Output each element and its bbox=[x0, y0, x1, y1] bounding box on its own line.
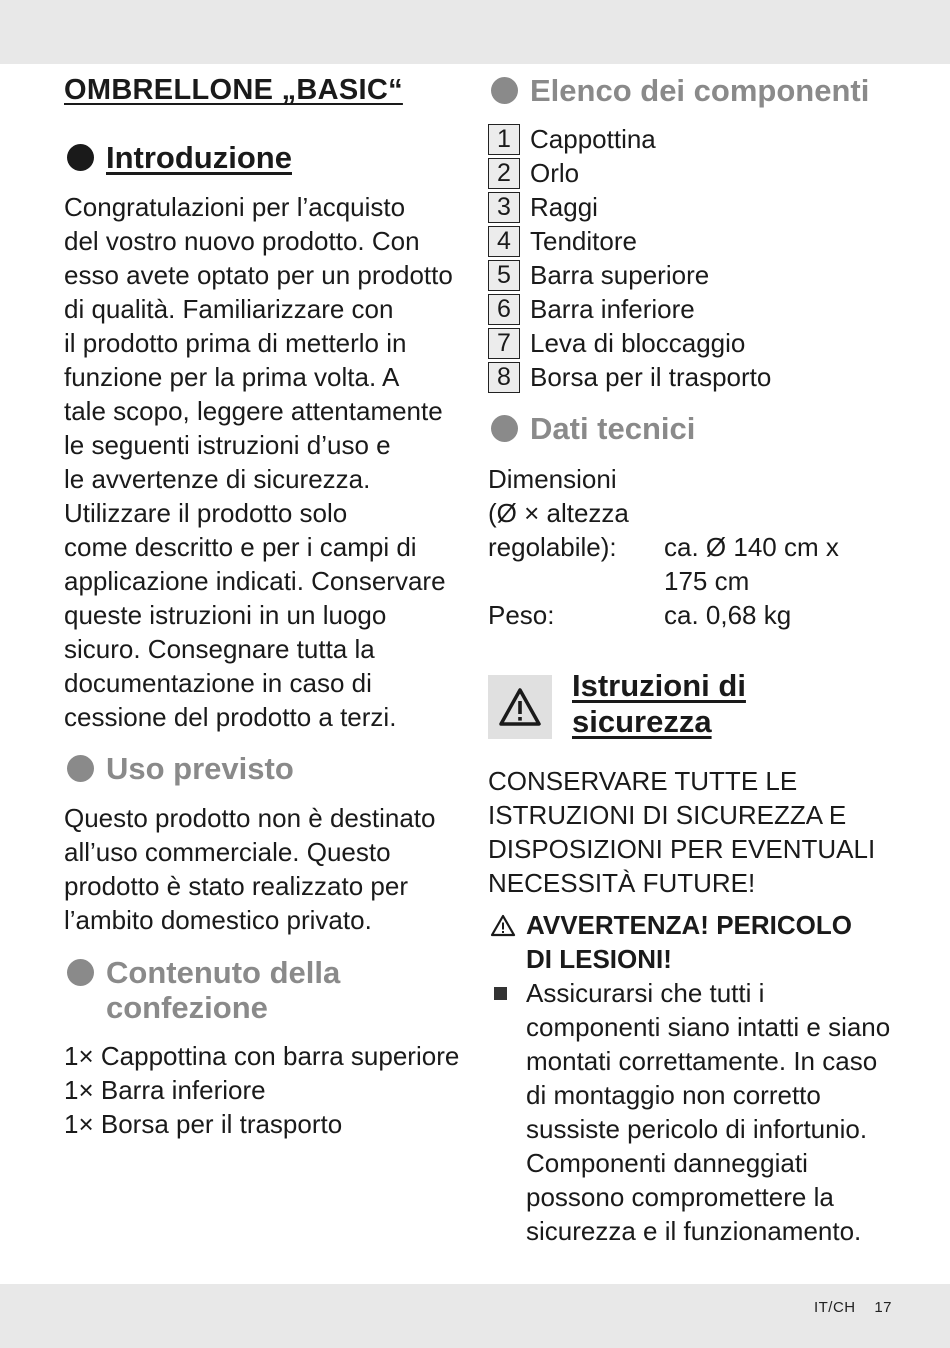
heading-introduzione bbox=[64, 140, 292, 175]
component-label: Leva di bloccaggio bbox=[530, 327, 746, 358]
text-line: il prodotto prima di metterlo in bbox=[64, 328, 407, 358]
text-line: sicurezza e il funzionamento. bbox=[526, 1216, 862, 1246]
top-band bbox=[0, 0, 950, 64]
keep-instructions-notice bbox=[488, 764, 875, 900]
component-label: Raggi bbox=[530, 191, 598, 222]
warning-line: DI LESIONI! bbox=[526, 944, 672, 974]
heading-text: Dati tecnici bbox=[530, 411, 696, 446]
text-line: possono compromettere la bbox=[526, 1182, 834, 1212]
table-row bbox=[488, 462, 839, 496]
tech-key bbox=[488, 564, 664, 598]
heading-componenti bbox=[488, 73, 869, 108]
text-line: di qualità. Familiarizzare con bbox=[64, 294, 394, 324]
heading-sicurezza bbox=[572, 668, 746, 740]
text-line: CONSERVARE TUTTE LE bbox=[488, 766, 798, 796]
component-number: 3 bbox=[488, 192, 520, 223]
heading-contenuto bbox=[64, 955, 340, 1025]
table-row bbox=[488, 598, 839, 632]
text-line: tale scopo, leggere attentamente bbox=[64, 396, 443, 426]
list-item bbox=[488, 190, 771, 224]
table-row bbox=[488, 564, 839, 598]
component-number: 5 bbox=[488, 260, 520, 291]
tech-data-table bbox=[488, 462, 839, 632]
component-label: Barra superiore bbox=[530, 259, 710, 290]
component-number: 7 bbox=[488, 328, 520, 359]
component-label: Barra inferiore bbox=[530, 293, 695, 324]
list-item: 1× Barra inferiore bbox=[64, 1075, 266, 1105]
text-line: prodotto è stato realizzato per bbox=[64, 871, 408, 901]
intro-paragraph bbox=[64, 190, 453, 734]
bullet-icon bbox=[67, 144, 94, 171]
list-item bbox=[488, 360, 771, 394]
tech-value: 175 cm bbox=[664, 566, 750, 596]
bullet-icon bbox=[491, 77, 518, 104]
list-item: 1× Cappottina con barra superiore bbox=[64, 1041, 460, 1071]
text-line: Congratulazioni per l’acquisto bbox=[64, 192, 406, 222]
text-line: componenti siano intatti e siano bbox=[526, 1012, 891, 1042]
component-label: Cappottina bbox=[530, 123, 656, 154]
text-line: Utilizzare il prodotto solo bbox=[64, 498, 348, 528]
text-line: le seguenti istruzioni d’uso e bbox=[64, 430, 391, 460]
text-line: le avvertenze di sicurezza. bbox=[64, 464, 371, 494]
text-line: cessione del prodotto a terzi. bbox=[64, 702, 397, 732]
tech-key: regolabile): bbox=[488, 532, 617, 562]
component-number: 4 bbox=[488, 226, 520, 257]
text-line: documentazione in caso di bbox=[64, 668, 372, 698]
text-line: Assicurarsi che tutti i bbox=[526, 978, 765, 1008]
text-line: funzione per la prima volta. A bbox=[64, 362, 400, 392]
table-row bbox=[488, 496, 839, 530]
heading-line: Istruzioni di bbox=[572, 668, 746, 703]
heading-dati-tecnici bbox=[488, 411, 695, 446]
heading-text bbox=[106, 955, 340, 1025]
bottom-band bbox=[0, 1284, 950, 1348]
warning-small-icon bbox=[490, 912, 516, 946]
list-item bbox=[488, 326, 771, 360]
tech-value: ca. 0,68 kg bbox=[664, 600, 792, 630]
text-line: montati correttamente. In caso bbox=[526, 1046, 878, 1076]
list-item bbox=[488, 224, 771, 258]
text-line: come descritto e per i campi di bbox=[64, 532, 417, 562]
text-line: applicazione indicati. Conservare bbox=[64, 566, 446, 596]
component-number: 2 bbox=[488, 158, 520, 189]
component-label: Tenditore bbox=[530, 225, 637, 256]
tech-value: ca. Ø 140 cm x bbox=[664, 532, 839, 562]
page-number: 17 bbox=[874, 1299, 892, 1316]
list-item: 1× Borsa per il trasporto bbox=[64, 1109, 343, 1139]
warning-triangle-icon bbox=[488, 675, 552, 739]
uso-paragraph bbox=[64, 801, 436, 937]
components-list bbox=[488, 122, 771, 394]
warning-line: AVVERTENZA! PERICOLO bbox=[526, 910, 852, 940]
text-line: DISPOSIZIONI PER EVENTUALI bbox=[488, 834, 876, 864]
page-footer bbox=[800, 1299, 892, 1316]
text-line: di montaggio non corretto bbox=[526, 1080, 821, 1110]
tech-key: (Ø × altezza bbox=[488, 498, 629, 528]
heading-text: Elenco dei componenti bbox=[530, 73, 870, 108]
text-line: queste istruzioni in un luogo bbox=[64, 600, 387, 630]
component-number: 8 bbox=[488, 362, 520, 393]
heading-line: Contenuto della bbox=[106, 955, 341, 990]
bullet-icon bbox=[67, 959, 94, 986]
component-label: Orlo bbox=[530, 157, 580, 188]
square-bullet-icon bbox=[494, 987, 507, 1000]
list-item bbox=[488, 122, 771, 156]
heading-text: Uso previsto bbox=[106, 751, 294, 786]
text-line: ISTRUZIONI DI SICUREZZA E bbox=[488, 800, 847, 830]
heading-uso-previsto bbox=[64, 751, 294, 786]
text-line: sicuro. Consegnare tutta la bbox=[64, 634, 375, 664]
text-line: sussiste pericolo di infortunio. bbox=[526, 1114, 868, 1144]
bullet-icon bbox=[67, 755, 94, 782]
text-line: Componenti danneggiati bbox=[526, 1148, 808, 1178]
heading-line: sicurezza bbox=[572, 704, 712, 739]
text-line: all’uso commerciale. Questo bbox=[64, 837, 391, 867]
heading-text: Introduzione bbox=[106, 140, 292, 175]
tech-key: Peso: bbox=[488, 600, 555, 630]
table-row bbox=[488, 530, 839, 564]
text-line: Questo prodotto non è destinato bbox=[64, 803, 436, 833]
component-label: Borsa per il trasporto bbox=[530, 361, 772, 392]
footer-language: IT/CH bbox=[813, 1299, 856, 1316]
text-line: del vostro nuovo prodotto. Con bbox=[64, 226, 420, 256]
text-line: NECESSITÀ FUTURE! bbox=[488, 868, 756, 898]
text-line: l’ambito domestico privato. bbox=[64, 905, 372, 935]
component-number: 6 bbox=[488, 294, 520, 325]
list-item bbox=[488, 258, 771, 292]
heading-line: confezione bbox=[106, 990, 268, 1025]
contenuto-list bbox=[64, 1039, 459, 1141]
component-number: 1 bbox=[488, 124, 520, 155]
bullet-icon bbox=[491, 415, 518, 442]
text-line: esso avete optato per un prodotto bbox=[64, 260, 453, 290]
list-item bbox=[488, 156, 771, 190]
list-item bbox=[488, 292, 771, 326]
tech-key: Dimensioni bbox=[488, 464, 617, 494]
document-title: OMBRELLONE „BASIC“ bbox=[64, 74, 403, 106]
